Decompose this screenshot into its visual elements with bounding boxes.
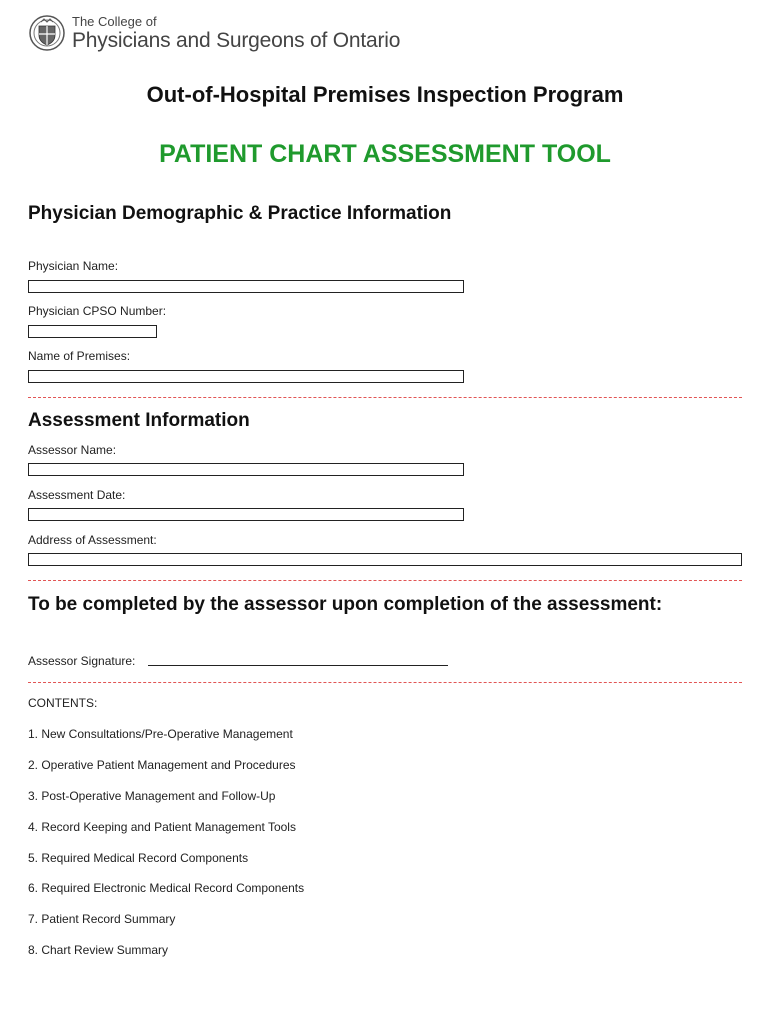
contents-item: 1. New Consultations/Pre-Operative Management [28, 727, 293, 741]
assessment-section-heading: Assessment Information [28, 410, 250, 431]
physician-name-label: Physician Name: [28, 259, 119, 273]
contents-item: 4. Record Keeping and Patient Management Tools [28, 820, 296, 834]
assessor-signature-label: Assessor Signature: [28, 654, 136, 668]
org-name [72, 15, 400, 51]
contents-heading: CONTENTS: [28, 696, 98, 710]
assessment-date-label: Assessment Date: [28, 488, 126, 502]
program-title: Out-of-Hospital Premises Inspection Program [146, 82, 624, 107]
org-line-1: The College of [72, 14, 157, 29]
premises-name-label: Name of Premises: [28, 349, 131, 363]
physician-cpso-field[interactable] [28, 325, 157, 338]
physician-section-heading: Physician Demographic & Practice Information [28, 203, 452, 224]
assessor-name-label: Assessor Name: [28, 443, 117, 457]
college-seal-icon [28, 14, 66, 52]
physician-name-field[interactable] [28, 280, 464, 293]
assessor-name-field[interactable] [28, 463, 464, 476]
contents-item: 5. Required Medical Record Components [28, 851, 249, 865]
completion-section-heading: To be completed by the assessor upon completion of the assessment: [28, 594, 663, 615]
contents-item: 8. Chart Review Summary [28, 943, 169, 957]
contents-item: 2. Operative Patient Management and Procedures [28, 758, 296, 772]
section-divider [28, 682, 742, 683]
section-divider [28, 580, 742, 581]
premises-name-field[interactable] [28, 370, 464, 383]
assessment-address-field[interactable] [28, 553, 742, 566]
org-line-2: Physicians and Surgeons of Ontario [72, 29, 401, 52]
physician-cpso-label: Physician CPSO Number: [28, 304, 167, 318]
assessor-signature-line[interactable] [148, 665, 448, 666]
contents-item: 3. Post-Operative Management and Follow-Up [28, 789, 276, 803]
org-header [28, 12, 400, 54]
contents-item: 6. Required Electronic Medical Record Components [28, 881, 305, 895]
assessment-address-label: Address of Assessment: [28, 533, 157, 547]
assessment-date-field[interactable] [28, 508, 464, 521]
tool-title: PATIENT CHART ASSESSMENT TOOL [159, 140, 611, 168]
contents-item: 7. Patient Record Summary [28, 912, 176, 926]
section-divider [28, 397, 742, 398]
